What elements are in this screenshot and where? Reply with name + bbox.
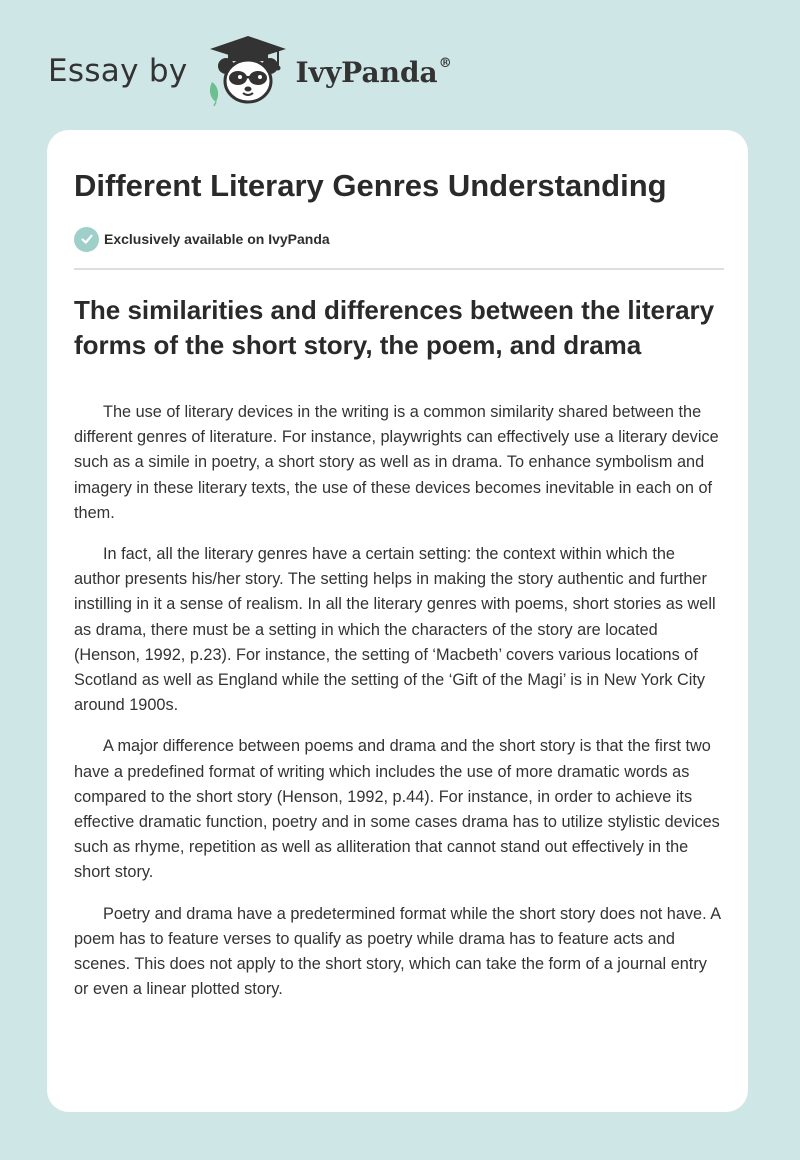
essay-card <box>47 130 748 1112</box>
page-title: Different Literary Genres Understanding <box>74 168 667 203</box>
paragraph: The use of literary devices in the writing is a common similarity shared between the different genres of literature. For instance, playwrights can effectively use a literary device such as a simile in poetry, a short story as well as in drama. To enhance symbolism and imagery in these literary texts, the use of these devices becomes inevitable in each on of them. <box>74 403 719 522</box>
panda-graduate-icon <box>204 34 292 106</box>
essay-by-label: Essay by <box>48 53 188 89</box>
paragraph: Poetry and drama have a predetermined format while the short story does not have. A poem has to feature verses to qualify as poetry while drama has to feature acts and scenes. This does not apply to the short story, which can take the form of a journal entry or even a linear plotted story. <box>74 904 721 999</box>
essay-content <box>74 130 724 1002</box>
exclusive-badge <box>74 226 724 252</box>
exclusive-label: Exclusively available on IvyPanda <box>104 231 330 247</box>
brand-name: IvyPanda® <box>295 55 452 89</box>
site-header <box>48 34 452 106</box>
paragraph: In fact, all the literary genres have a certain setting: the context within which the author presents his/her story. The setting helps in making the story authentic and further instilling in it a sense of realism. In all the literary genres with poems, short stories as well as drama, there must be a setting in which the characters of the story are located (Henson, 1992, p.23). For instance, the setting of ‘Macbeth’ covers various locations of Scotland as well as England while the setting of the ‘Gift of the Magi’ is in New York City around 1900s. <box>74 545 716 715</box>
check-circle-icon <box>74 227 99 252</box>
paragraph: A major difference between poems and drama and the short story is that the first two have a predefined format of writing which includes the use of more dramatic words as compared to the short story (Henson, 1992, p.44). For instance, in order to achieve its effective dramatic function, poetry and in some cases drama has to utilize stylistic devices such as rhyme, repetition as well as alliteration that cannot stand out effectively in the short story. <box>74 737 720 882</box>
divider <box>74 268 724 270</box>
section-heading: The similarities and differences between the literary forms of the short story, the poem, and drama <box>74 295 715 360</box>
